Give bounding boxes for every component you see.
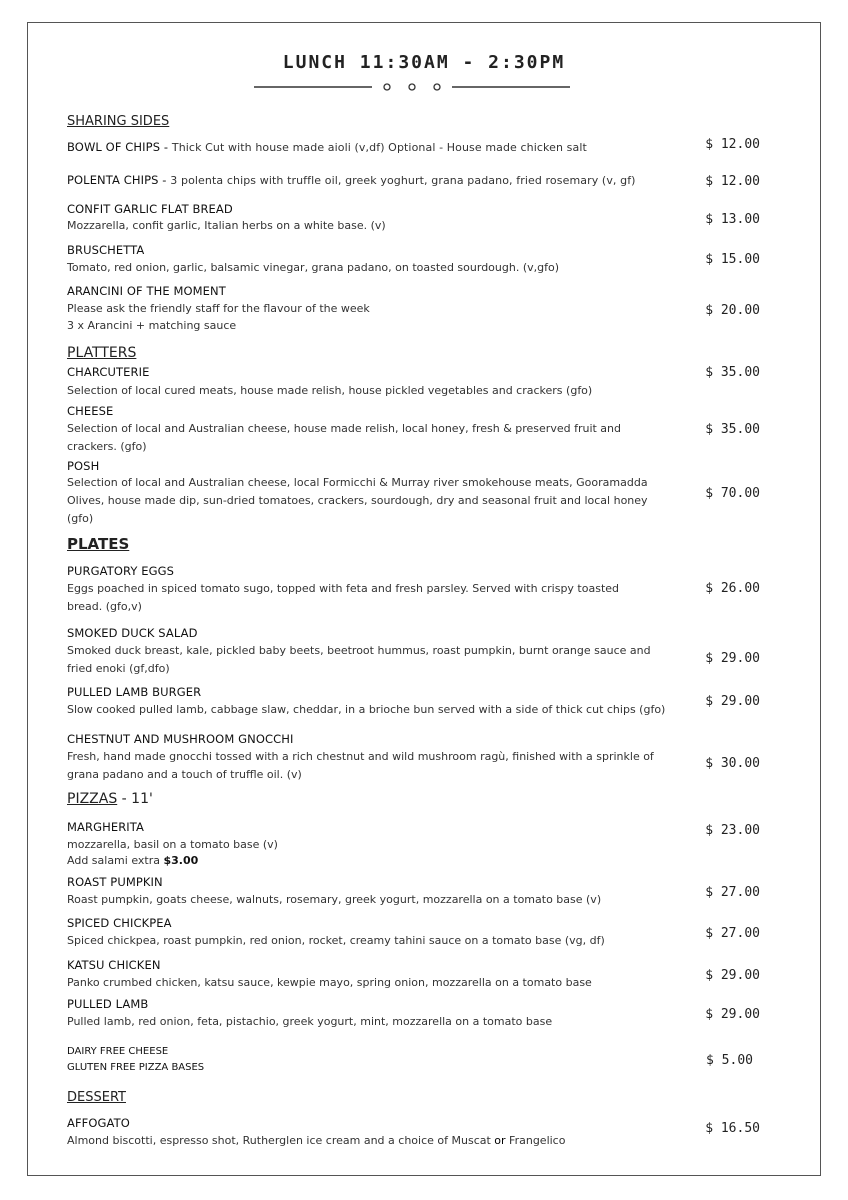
item-name: CHARCUTERIE: [67, 365, 150, 379]
section-heading-platters: PLATTERS: [67, 345, 137, 361]
item-price: $ 70.00: [705, 486, 760, 501]
item-name: ROAST PUMPKIN: [67, 875, 163, 889]
item-extra: [67, 852, 682, 870]
item-separator: -: [158, 173, 171, 187]
item-description: mozzarella, basil on a tomato base (v): [67, 838, 278, 851]
item-price: $ 35.00: [705, 422, 760, 437]
item-price: $ 23.00: [705, 823, 760, 838]
extra-price: $3.00: [163, 854, 199, 867]
item-price: $ 30.00: [705, 756, 760, 771]
pizzas-heading-label: PIZZAS: [67, 791, 118, 807]
item-name: CHESTNUT AND MUSHROOM GNOCCHI: [67, 732, 294, 746]
item-description: Spiced chickpea, roast pumpkin, red onion, rocket, creamy tahini sauce on a tomato base (vg, df): [67, 934, 605, 947]
item-description: Smoked duck breast, kale, pickled baby beets, beetroot hummus, roast pumpkin, burnt orange sauce and fried enoki (gf,dfo): [67, 644, 651, 675]
section-heading-sharing-sides: SHARING SIDES: [67, 114, 170, 129]
item-name: SPICED CHICKPEA: [67, 916, 172, 930]
item-description: Please ask the friendly staff for the flavour of the week: [67, 302, 370, 315]
menu-item-polenta-chips: [67, 173, 636, 187]
desc-part: Almond biscotti, espresso shot, Rutherglen ice cream and a choice of Muscat: [67, 1134, 495, 1147]
menu-title: LUNCH 11:30AM - 2:30PM: [282, 52, 566, 73]
item-name: CONFIT GARLIC FLAT BREAD: [67, 202, 233, 216]
item-description: Selection of local and Australian cheese, house made relish, local honey, fresh & preserved fruit and crackers. (gfo): [67, 422, 622, 453]
ornament-divider: [254, 80, 570, 94]
extra-label: Add salami extra: [67, 854, 164, 867]
item-price: $ 26.00: [705, 581, 760, 596]
item-price: $ 16.50: [705, 1121, 760, 1136]
item-name: SMOKED DUCK SALAD: [67, 626, 198, 640]
item-name: AFFOGATO: [67, 1116, 130, 1130]
item-price: $ 27.00: [705, 926, 760, 941]
item-name: KATSU CHICKEN: [67, 958, 161, 972]
item-description: Selection of local and Australian cheese, local Formicchi & Murray river smokehouse meats, Gooramadda Olives, house made dip, sun-dried tomatoes, crackers, sourdough, dry and seasonal fruit and local honey (gfo): [67, 476, 648, 525]
item-description: Eggs poached in spiced tomato sugo, topped with feta and fresh parsley. Served with crispy toasted bread. (gfo,v): [67, 582, 620, 613]
item-separator: -: [160, 140, 172, 154]
item-description-line2: 3 x Arancini + matching sauce: [67, 319, 237, 332]
item-price: $ 13.00: [705, 212, 760, 227]
item-name: POLENTA CHIPS: [67, 173, 159, 187]
item-name: PULLED LAMB BURGER: [67, 685, 202, 699]
item-name: PULLED LAMB: [67, 997, 149, 1011]
section-heading-dessert: DESSERT: [67, 1090, 126, 1105]
section-heading-plates: PLATES: [67, 535, 130, 553]
item-description: Roast pumpkin, goats cheese, walnuts, rosemary, greek yogurt, mozzarella on a tomato base (v): [67, 893, 602, 906]
item-description: Selection of local cured meats, house made relish, house pickled vegetables and crackers (gfo): [67, 384, 593, 397]
item-price: $ 15.00: [705, 252, 760, 267]
item-name: PURGATORY EGGS: [67, 564, 175, 578]
item-description: Thick Cut with house made aioli (v,df) Optional - House made chicken salt: [171, 141, 587, 154]
item-price: $ 35.00: [705, 365, 760, 380]
item-description: Tomato, red onion, garlic, balsamic vinegar, grana padano, on toasted sourdough. (v,gfo): [67, 261, 559, 274]
item-name: CHEESE: [67, 404, 114, 418]
desc-or: or: [494, 1134, 506, 1147]
item-price: $ 5.00: [706, 1053, 753, 1068]
section-heading-pizzas: [67, 791, 153, 807]
item-name: POSH: [67, 459, 100, 473]
pizzas-size: - 11': [117, 791, 153, 807]
item-name: MARGHERITA: [67, 820, 144, 834]
desc-part-end: Frangelico: [505, 1134, 566, 1147]
item-name: ARANCINI OF THE MOMENT: [67, 284, 226, 298]
item-description: Mozzarella, confit garlic, Italian herbs on a white base. (v): [67, 219, 386, 232]
item-price: $ 20.00: [705, 303, 760, 318]
item-price: $ 27.00: [705, 885, 760, 900]
pizza-option-gluten-free: GLUTEN FREE PIZZA BASES: [67, 1062, 205, 1073]
menu-item-bowl-of-chips: [67, 140, 587, 154]
item-description: Fresh, hand made gnocchi tossed with a rich chestnut and wild mushroom ragù, finished with a sprinkle of grana padano and a touch of truffle oil. (v): [67, 750, 654, 781]
item-name: BRUSCHETTA: [67, 243, 145, 257]
pizza-option-dairy-free: DAIRY FREE CHEESE: [67, 1046, 169, 1057]
item-price: $ 29.00: [705, 694, 760, 709]
item-price: $ 29.00: [705, 968, 760, 983]
item-price: $ 29.00: [705, 651, 760, 666]
item-description: [67, 1132, 682, 1150]
item-price: $ 29.00: [705, 1007, 760, 1022]
item-price: $ 12.00: [705, 174, 760, 189]
item-description: Slow cooked pulled lamb, cabbage slaw, cheddar, in a brioche bun served with a side of thick cut chips (gfo): [67, 703, 666, 716]
item-name: BOWL OF CHIPS: [67, 140, 161, 154]
item-price: $ 12.00: [705, 137, 760, 152]
item-description: Panko crumbed chicken, katsu sauce, kewpie mayo, spring onion, mozzarella on a tomato base: [67, 976, 592, 989]
item-description: Pulled lamb, red onion, feta, pistachio, greek yogurt, mint, mozzarella on a tomato base: [67, 1015, 553, 1028]
item-description: 3 polenta chips with truffle oil, greek yoghurt, grana padano, fried rosemary (v, gf): [170, 174, 636, 187]
